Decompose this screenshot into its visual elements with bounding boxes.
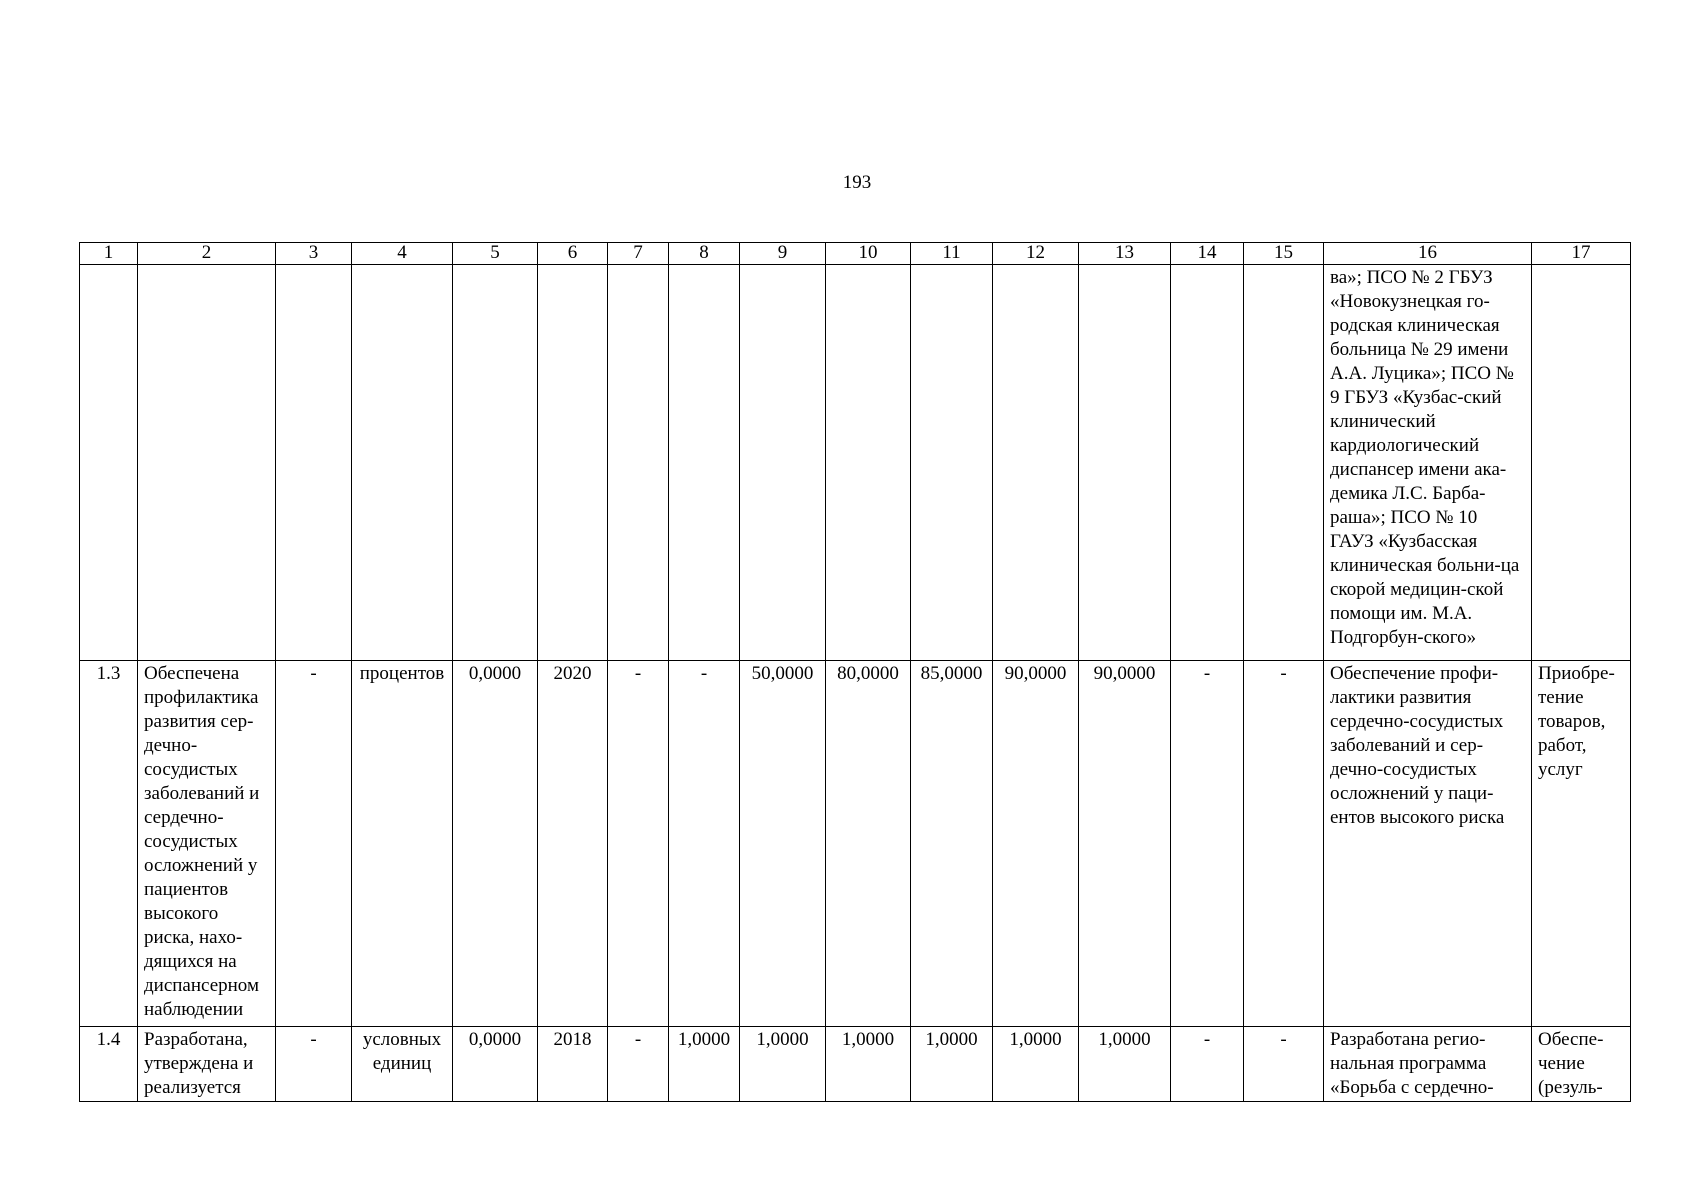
table-cell: условных единиц (352, 1027, 453, 1102)
column-header: 9 (740, 243, 826, 265)
column-header: 2 (138, 243, 276, 265)
table-cell: 1,0000 (740, 1027, 826, 1102)
table-cell: процентов (352, 661, 453, 1027)
table-cell: 1.3 (80, 661, 138, 1027)
table-cell: 50,0000 (740, 661, 826, 1027)
table-cell: 1,0000 (1079, 1027, 1171, 1102)
table-cell: 80,0000 (826, 661, 911, 1027)
page-number: 193 (842, 172, 872, 193)
table-cell: - (276, 661, 352, 1027)
table-cell (352, 265, 453, 661)
column-header: 11 (911, 243, 993, 265)
table-cell (608, 265, 669, 661)
column-header: 12 (993, 243, 1079, 265)
table-cell: 1,0000 (911, 1027, 993, 1102)
column-header: 6 (538, 243, 608, 265)
table-cell: Приобре-тение товаров, работ, услуг (1532, 661, 1631, 1027)
table-cell: 0,0000 (453, 661, 538, 1027)
table-cell (453, 265, 538, 661)
column-header: 13 (1079, 243, 1171, 265)
table-cell: - (1171, 1027, 1244, 1102)
table-cell: Обеспечена профилактика развития сер-дечно-сосудистых заболеваний и сердечно-сосудистых осложнений у пациентов высокого риска, нахо-дящихся на диспансерном наблюдении (138, 661, 276, 1027)
table-cell: ва»; ПСО № 2 ГБУЗ «Новокузнецкая го-родская клиническая больница № 29 имени А.А. Луцика»; ПСО № 9 ГБУЗ «Кузбас-ский клинический кардиологический диспансер имени ака-демика Л.С. Барба-раша»; ПСО № 10 ГАУЗ «Кузбасская клиническая больни-ца скорой медицин-ской помощи им. М.А. Подгорбун-ского» (1324, 265, 1532, 661)
table-cell: 2020 (538, 661, 608, 1027)
column-header: 4 (352, 243, 453, 265)
table-cell (538, 265, 608, 661)
table-cell: 1,0000 (669, 1027, 740, 1102)
table-cell: - (1244, 661, 1324, 1027)
table-cell: Разработана, утверждена и реализуется (138, 1027, 276, 1102)
table-cell: Обеспечение профи-лактики развития сердечно-сосудистых заболеваний и сер-дечно-сосудистых осложнений у паци-ентов высокого риска (1324, 661, 1532, 1027)
column-header: 1 (80, 243, 138, 265)
column-header: 7 (608, 243, 669, 265)
column-header: 10 (826, 243, 911, 265)
table-cell: Обеспе-чение (резуль- (1532, 1027, 1631, 1102)
table-cell (138, 265, 276, 661)
table-cell: 1,0000 (993, 1027, 1079, 1102)
table-cell: 90,0000 (1079, 661, 1171, 1027)
table-cell (740, 265, 826, 661)
column-header: 16 (1324, 243, 1532, 265)
table-cell (669, 265, 740, 661)
table-cell: - (669, 661, 740, 1027)
column-header: 5 (453, 243, 538, 265)
table-row (80, 265, 1631, 661)
column-header: 15 (1244, 243, 1324, 265)
column-header: 17 (1532, 243, 1631, 265)
table-cell (1171, 265, 1244, 661)
table-cell: 2018 (538, 1027, 608, 1102)
data-table (79, 242, 1631, 1102)
table-row (80, 661, 1631, 1027)
column-header: 14 (1171, 243, 1244, 265)
table-row (80, 1027, 1631, 1102)
table-cell (276, 265, 352, 661)
table-cell: - (608, 661, 669, 1027)
table-cell (1532, 265, 1631, 661)
table-cell (1079, 265, 1171, 661)
table-cell: Разработана регио-нальная программа «Борьба с сердечно- (1324, 1027, 1532, 1102)
table-cell (993, 265, 1079, 661)
table-cell: 85,0000 (911, 661, 993, 1027)
column-header: 3 (276, 243, 352, 265)
table-cell (911, 265, 993, 661)
table-cell (1244, 265, 1324, 661)
table-cell (826, 265, 911, 661)
table-cell: 1.4 (80, 1027, 138, 1102)
table-cell: - (608, 1027, 669, 1102)
table-cell: - (1244, 1027, 1324, 1102)
table-cell: - (276, 1027, 352, 1102)
table-cell: - (1171, 661, 1244, 1027)
table-cell: 90,0000 (993, 661, 1079, 1027)
table-cell (80, 265, 138, 661)
column-header: 8 (669, 243, 740, 265)
table-cell: 0,0000 (453, 1027, 538, 1102)
header-row (80, 243, 1631, 265)
table-cell: 1,0000 (826, 1027, 911, 1102)
